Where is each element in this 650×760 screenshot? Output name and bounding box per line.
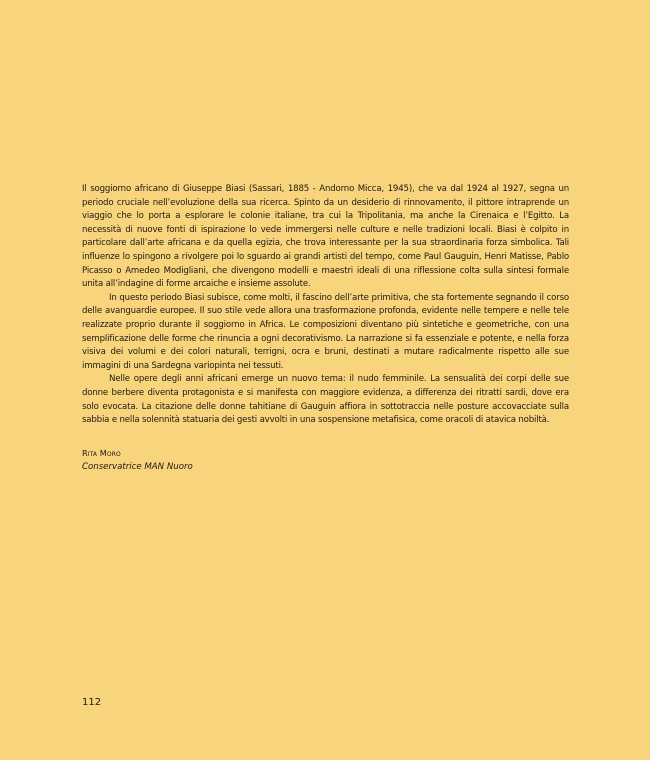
page-number: 112 [82,697,102,708]
paragraph-2: In questo periodo Biasi subisce, come molti, il fascino dell’arte primitiva, che sta fortemente segnando il corso delle avanguardie europee. Il suo stile vede allora una trasformazione profonda, evidente nelle tempere e nelle tele realizzate proprio durante il soggiorno in Africa. Le composizioni diventano più sintetiche e geometriche, con una semplificazione delle forme che rinuncia a ogni decorativismo. La narrazione si fa essenziale e potente, e nella forza visiva dei volumi e dei colori naturali, terrigni, ocra e bruni, destinati a mutare radicalmente rispetto alle sue immagini di una Sardegna variopinta nei tessuti. [82,292,569,371]
author-role: Conservatrice MAN Nuoro [82,461,193,472]
paragraph-1: Il soggiorno africano di Giuseppe Biasi (Sassari, 1885 - Andorno Micca, 1945), che va dal 1924 al 1927, segna un periodo cruciale nell’evoluzione della sua ricerca. Spinto da un desiderio di rinnovamento, il pittore intraprende un viaggio che lo porta a esplorare le colonie italiane, tra cui la Tripolitania, ma anche la Cirenaica e l’Egitto. La necessità di nuove fonti di ispirazione lo vede immergersi nelle culture e nelle tradizioni locali. Biasi è colpito in particolare dall’arte africana e da quella egizia, che trova interessante per la sua straordinaria forza simbolica. Tali influenze lo spingono a rivolgere poi lo sguardo ai grandi artisti del tempo, come Paul Gauguin, Henri Matisse, Pablo Picasso o Amedeo Modigliani, che divengono modelli e maestri ideali di una riflessione colta sulla sintesi formale unita all’indagine di forme arcaiche e insieme assolute. [82,184,569,290]
signature-block [82,447,193,474]
essay-body [82,183,569,428]
paragraph-3: Nelle opere degli anni africani emerge un nuovo tema: il nudo femminile. La sensualità dei corpi delle sue donne berbere diventa protagonista e si manifesta con maggiore evidenza, a differenza dei ritratti sardi, dove era solo evocata. La citazione delle donne tahitiane di Gauguin affiora in sottotraccia nelle posture accovacciate sulla sabbia e nella solennità statuaria dei gesti avvolti in una sospensione metafisica, come oracoli di atavica nobiltà. [82,374,569,426]
author-name: Rita Moro [82,448,121,458]
